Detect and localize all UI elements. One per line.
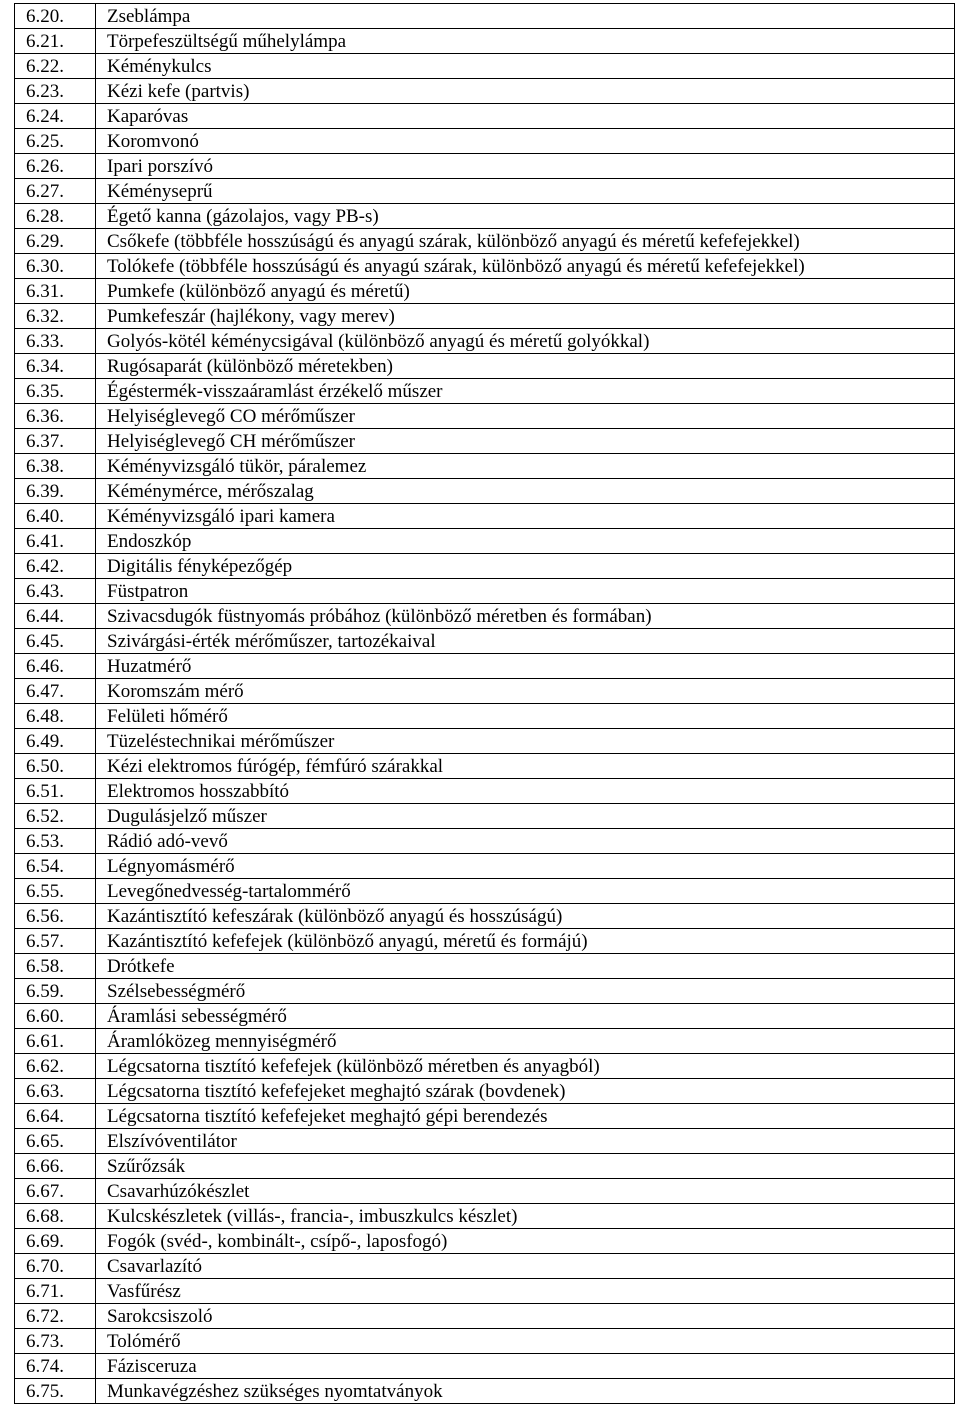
item-number: 6.22.	[15, 54, 96, 79]
item-number: 6.26.	[15, 154, 96, 179]
item-number: 6.74.	[15, 1354, 96, 1379]
item-name: Kéménymérce, mérőszalag	[96, 479, 955, 504]
item-number: 6.61.	[15, 1029, 96, 1054]
item-name: Kézi kefe (partvis)	[96, 79, 955, 104]
table-row	[15, 429, 955, 454]
item-name: Égető kanna (gázolajos, vagy PB-s)	[96, 204, 955, 229]
table-row	[15, 354, 955, 379]
item-name: Fogók (svéd-, kombinált-, csípő-, laposfogó)	[96, 1229, 955, 1254]
equipment-list-body	[15, 4, 955, 1404]
item-name: Kéményseprű	[96, 179, 955, 204]
table-row	[15, 1179, 955, 1204]
table-row	[15, 1379, 955, 1404]
table-row	[15, 79, 955, 104]
table-row	[15, 1329, 955, 1354]
item-number: 6.43.	[15, 579, 96, 604]
item-number: 6.67.	[15, 1179, 96, 1204]
item-number: 6.73.	[15, 1329, 96, 1354]
item-number: 6.47.	[15, 679, 96, 704]
item-name: Csavarhúzókészlet	[96, 1179, 955, 1204]
item-number: 6.29.	[15, 229, 96, 254]
item-number: 6.42.	[15, 554, 96, 579]
item-number: 6.25.	[15, 129, 96, 154]
table-row	[15, 654, 955, 679]
item-name: Kazántisztító kefeszárak (különböző anyagú és hosszúságú)	[96, 904, 955, 929]
table-row	[15, 754, 955, 779]
item-name: Digitális fényképezőgép	[96, 554, 955, 579]
table-row	[15, 1229, 955, 1254]
table-row	[15, 829, 955, 854]
table-row	[15, 704, 955, 729]
item-number: 6.71.	[15, 1279, 96, 1304]
item-name: Rádió adó-vevő	[96, 829, 955, 854]
item-number: 6.38.	[15, 454, 96, 479]
table-row	[15, 204, 955, 229]
item-number: 6.64.	[15, 1104, 96, 1129]
item-name: Légcsatorna tisztító kefefejeket meghajtó szárak (bovdenek)	[96, 1079, 955, 1104]
item-name: Légnyomásmérő	[96, 854, 955, 879]
table-row	[15, 1054, 955, 1079]
item-number: 6.66.	[15, 1154, 96, 1179]
item-number: 6.62.	[15, 1054, 96, 1079]
table-row	[15, 229, 955, 254]
item-number: 6.52.	[15, 804, 96, 829]
table-row	[15, 54, 955, 79]
item-number: 6.34.	[15, 354, 96, 379]
item-number: 6.57.	[15, 929, 96, 954]
item-number: 6.53.	[15, 829, 96, 854]
item-name: Füstpatron	[96, 579, 955, 604]
item-name: Helyiséglevegő CO mérőműszer	[96, 404, 955, 429]
item-number: 6.51.	[15, 779, 96, 804]
item-number: 6.27.	[15, 179, 96, 204]
table-row	[15, 954, 955, 979]
item-number: 6.70.	[15, 1254, 96, 1279]
table-row	[15, 979, 955, 1004]
item-number: 6.37.	[15, 429, 96, 454]
item-name: Szélsebességmérő	[96, 979, 955, 1004]
table-row	[15, 4, 955, 29]
table-row	[15, 779, 955, 804]
item-name: Kulcskészletek (villás-, francia-, imbuszkulcs készlet)	[96, 1204, 955, 1229]
table-row	[15, 1154, 955, 1179]
item-number: 6.60.	[15, 1004, 96, 1029]
item-number: 6.48.	[15, 704, 96, 729]
table-row	[15, 729, 955, 754]
table-row	[15, 179, 955, 204]
table-row	[15, 304, 955, 329]
item-number: 6.50.	[15, 754, 96, 779]
item-number: 6.63.	[15, 1079, 96, 1104]
table-row	[15, 504, 955, 529]
item-name: Kéménykulcs	[96, 54, 955, 79]
table-row	[15, 454, 955, 479]
item-number: 6.40.	[15, 504, 96, 529]
item-number: 6.49.	[15, 729, 96, 754]
item-number: 6.23.	[15, 79, 96, 104]
item-name: Tüzeléstechnikai mérőműszer	[96, 729, 955, 754]
item-number: 6.68.	[15, 1204, 96, 1229]
item-number: 6.32.	[15, 304, 96, 329]
table-row	[15, 329, 955, 354]
item-number: 6.46.	[15, 654, 96, 679]
table-row	[15, 129, 955, 154]
item-number: 6.33.	[15, 329, 96, 354]
item-name: Tolómérő	[96, 1329, 955, 1354]
item-name: Helyiséglevegő CH mérőműszer	[96, 429, 955, 454]
item-number: 6.41.	[15, 529, 96, 554]
table-row	[15, 1029, 955, 1054]
item-name: Csőkefe (többféle hosszúságú és anyagú szárak, különböző anyagú és méretű kefefejekkel)	[96, 229, 955, 254]
item-number: 6.30.	[15, 254, 96, 279]
item-name: Dugulásjelző műszer	[96, 804, 955, 829]
table-row	[15, 1279, 955, 1304]
table-row	[15, 929, 955, 954]
table-row	[15, 804, 955, 829]
table-row	[15, 579, 955, 604]
item-name: Levegőnedvesség-tartalommérő	[96, 879, 955, 904]
item-number: 6.39.	[15, 479, 96, 504]
table-row	[15, 1204, 955, 1229]
item-number: 6.55.	[15, 879, 96, 904]
item-number: 6.72.	[15, 1304, 96, 1329]
table-row	[15, 604, 955, 629]
table-row	[15, 529, 955, 554]
item-number: 6.69.	[15, 1229, 96, 1254]
table-row	[15, 479, 955, 504]
item-number: 6.56.	[15, 904, 96, 929]
table-row	[15, 629, 955, 654]
item-name: Légcsatorna tisztító kefefejek (különböző méretben és anyagból)	[96, 1054, 955, 1079]
item-name: Golyós-kötél kéménycsigával (különböző anyagú és méretű golyókkal)	[96, 329, 955, 354]
item-name: Sarokcsiszoló	[96, 1304, 955, 1329]
item-name: Pumkefeszár (hajlékony, vagy merev)	[96, 304, 955, 329]
item-name: Kéményvizsgáló tükör, páralemez	[96, 454, 955, 479]
item-number: 6.21.	[15, 29, 96, 54]
item-number: 6.75.	[15, 1379, 96, 1404]
item-name: Áramlóközeg mennyiségmérő	[96, 1029, 955, 1054]
table-row	[15, 379, 955, 404]
item-number: 6.28.	[15, 204, 96, 229]
table-row	[15, 1079, 955, 1104]
equipment-list-table	[14, 3, 955, 1404]
item-name: Koromszám mérő	[96, 679, 955, 704]
item-name: Felületi hőmérő	[96, 704, 955, 729]
item-name: Huzatmérő	[96, 654, 955, 679]
item-name: Kéményvizsgáló ipari kamera	[96, 504, 955, 529]
table-row	[15, 904, 955, 929]
item-name: Elszívóventilátor	[96, 1129, 955, 1154]
table-row	[15, 154, 955, 179]
item-number: 6.44.	[15, 604, 96, 629]
table-row	[15, 1104, 955, 1129]
table-row	[15, 879, 955, 904]
table-row	[15, 1254, 955, 1279]
item-number: 6.59.	[15, 979, 96, 1004]
item-number: 6.31.	[15, 279, 96, 304]
table-row	[15, 1004, 955, 1029]
item-number: 6.45.	[15, 629, 96, 654]
table-row	[15, 1129, 955, 1154]
table-row	[15, 279, 955, 304]
item-name: Drótkefe	[96, 954, 955, 979]
item-number: 6.54.	[15, 854, 96, 879]
item-name: Tolókefe (többféle hosszúságú és anyagú szárak, különböző anyagú és méretű kefefejekkel)	[96, 254, 955, 279]
table-row	[15, 1304, 955, 1329]
item-name: Elektromos hosszabbító	[96, 779, 955, 804]
table-row	[15, 404, 955, 429]
item-number: 6.36.	[15, 404, 96, 429]
item-name: Vasfűrész	[96, 1279, 955, 1304]
item-name: Endoszkóp	[96, 529, 955, 554]
item-name: Szivacsdugók füstnyomás próbához (különböző méretben és formában)	[96, 604, 955, 629]
item-name: Törpefeszültségű műhelylámpa	[96, 29, 955, 54]
item-name: Szűrőzsák	[96, 1154, 955, 1179]
item-name: Ipari porszívó	[96, 154, 955, 179]
item-number: 6.20.	[15, 4, 96, 29]
item-name: Égéstermék-visszaáramlást érzékelő műszer	[96, 379, 955, 404]
item-name: Munkavégzéshez szükséges nyomtatványok	[96, 1379, 955, 1404]
table-row	[15, 29, 955, 54]
item-number: 6.58.	[15, 954, 96, 979]
item-name: Pumkefe (különböző anyagú és méretű)	[96, 279, 955, 304]
item-name: Áramlási sebességmérő	[96, 1004, 955, 1029]
item-number: 6.65.	[15, 1129, 96, 1154]
item-name: Koromvonó	[96, 129, 955, 154]
table-row	[15, 1354, 955, 1379]
item-number: 6.24.	[15, 104, 96, 129]
item-name: Szivárgási-érték mérőműszer, tartozékaival	[96, 629, 955, 654]
table-row	[15, 854, 955, 879]
item-name: Fázisceruza	[96, 1354, 955, 1379]
item-name: Rugósaparát (különböző méretekben)	[96, 354, 955, 379]
item-name: Kaparóvas	[96, 104, 955, 129]
item-name: Zseblámpa	[96, 4, 955, 29]
table-row	[15, 254, 955, 279]
item-number: 6.35.	[15, 379, 96, 404]
item-name: Kazántisztító kefefejek (különböző anyagú, méretű és formájú)	[96, 929, 955, 954]
item-name: Légcsatorna tisztító kefefejeket meghajtó gépi berendezés	[96, 1104, 955, 1129]
table-row	[15, 554, 955, 579]
table-row	[15, 104, 955, 129]
table-row	[15, 679, 955, 704]
item-name: Kézi elektromos fúrógép, fémfúró szárakkal	[96, 754, 955, 779]
item-name: Csavarlazító	[96, 1254, 955, 1279]
